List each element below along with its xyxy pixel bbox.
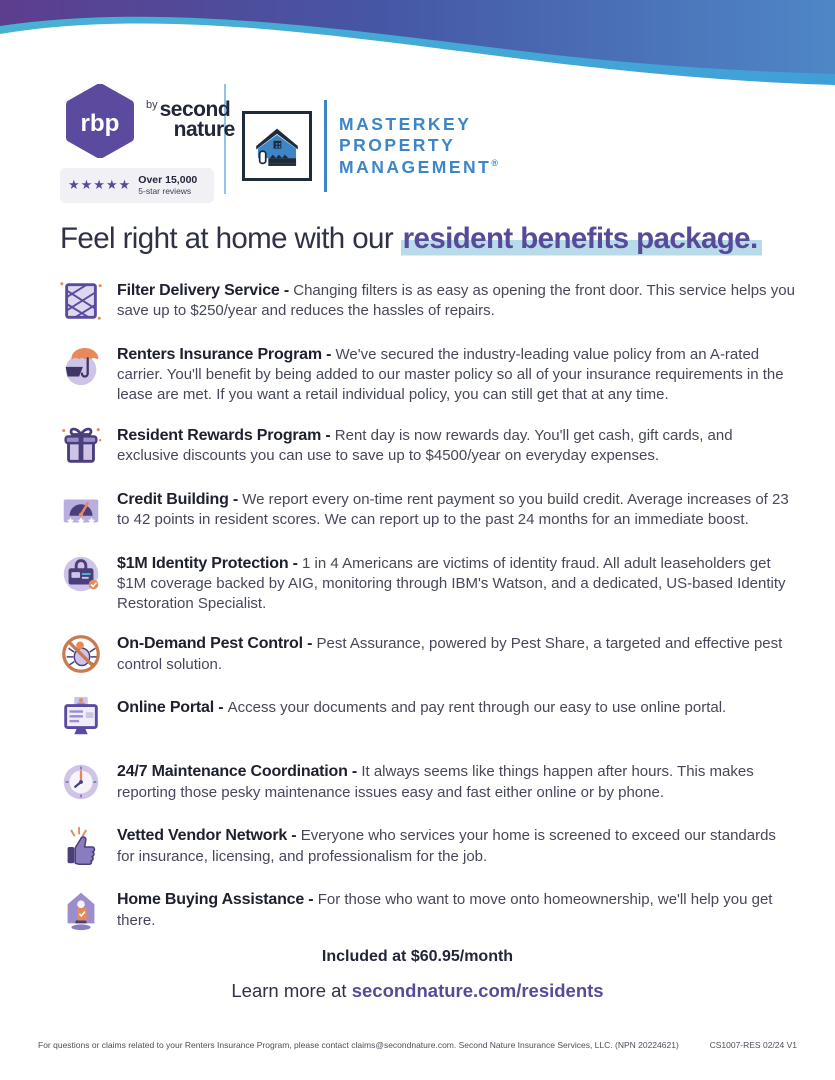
benefit-title: Online Portal - bbox=[117, 699, 228, 717]
benefit-title: Filter Delivery Service - bbox=[117, 282, 294, 299]
header-logos bbox=[60, 84, 498, 203]
benefit-text bbox=[117, 759, 795, 805]
benefit-title: Vetted Vendor Network - bbox=[117, 827, 301, 845]
benefit-text bbox=[117, 342, 795, 405]
masterkey-line1: MASTERKEY bbox=[339, 113, 472, 134]
reviews-count: Over 15,000 bbox=[138, 174, 198, 186]
rbp-logo-block bbox=[60, 84, 235, 203]
fine-print bbox=[38, 1040, 797, 1050]
benefit-description: Pest Assurance, powered by Pest Share, a targeted and effective pest control solution. bbox=[117, 635, 783, 673]
page-title bbox=[60, 222, 800, 256]
benefit-maintenance bbox=[58, 759, 798, 805]
benefit-title: Home Buying Assistance - bbox=[117, 891, 318, 909]
masterkey-logo-block bbox=[242, 100, 498, 192]
residents-link[interactable]: secondnature.com/residents bbox=[351, 980, 604, 1001]
thumbs-up-icon bbox=[58, 823, 104, 869]
benefit-text bbox=[117, 423, 795, 469]
price-line: Included at $60.95/month bbox=[321, 948, 514, 965]
benefit-text bbox=[117, 887, 795, 933]
benefit-text bbox=[117, 551, 795, 614]
title-prefix: Feel right at home with our bbox=[60, 222, 401, 255]
document-code: CS1007-RES 02/24 V1 bbox=[709, 1040, 797, 1050]
byline-by: by bbox=[146, 99, 158, 111]
benefit-vendor-network bbox=[58, 823, 798, 869]
benefit-renters-insurance bbox=[58, 342, 798, 405]
reviews-badge bbox=[60, 168, 214, 203]
brand-second: second bbox=[159, 98, 231, 121]
registered-mark: ® bbox=[491, 157, 498, 168]
masterkey-wordmark bbox=[339, 114, 498, 178]
umbrella-icon bbox=[58, 342, 104, 388]
masterkey-line3: MANAGEMENT® bbox=[339, 156, 498, 177]
no-pest-icon bbox=[58, 631, 104, 677]
benefit-text bbox=[117, 823, 795, 869]
benefit-title: Credit Building - bbox=[117, 490, 243, 508]
five-stars-icon: ★★★★★ bbox=[68, 177, 132, 193]
benefit-online-portal bbox=[58, 695, 798, 741]
masterkey-divider bbox=[324, 100, 327, 192]
credit-gauge-icon bbox=[58, 487, 104, 533]
monitor-icon bbox=[58, 695, 104, 741]
by-second-nature bbox=[146, 100, 235, 140]
masterkey-house-key-icon bbox=[242, 111, 312, 181]
benefit-title: Resident Rewards Program - bbox=[117, 426, 335, 444]
benefit-description: Everyone who services your home is screened to exceed our standards for insurance, licensing, and professionalism for the job. bbox=[117, 827, 776, 865]
benefit-home-buying bbox=[58, 887, 798, 933]
benefit-description: For those who want to move onto homeownership, we'll help you get there. bbox=[117, 891, 773, 929]
benefit-title: 24/7 Maintenance Coordination - bbox=[117, 763, 362, 781]
benefit-title: On-Demand Pest Control - bbox=[117, 635, 317, 653]
benefit-text bbox=[117, 695, 726, 741]
reviews-label: 5-star reviews bbox=[138, 185, 192, 196]
benefit-pest-control bbox=[58, 631, 798, 677]
gift-icon bbox=[58, 423, 104, 469]
benefit-description: Rent day is now rewards day. You'll get cash, gift cards, and exclusive discounts you can use to save up to $4500/year on everyday expenses. bbox=[117, 426, 733, 464]
id-lock-icon bbox=[58, 551, 104, 597]
benefit-description: Changing filters is as easy as opening the front door. This service helps you save up to $250/year and reduces the hassles of repairs. bbox=[117, 282, 795, 320]
benefit-title: $1M Identity Protection - bbox=[117, 554, 303, 572]
masterkey-line2: PROPERTY bbox=[339, 135, 456, 156]
rbp-logo bbox=[62, 84, 138, 158]
learn-more-prefix: Learn more at bbox=[231, 980, 352, 1001]
benefits-list bbox=[58, 278, 798, 951]
benefit-title: Renters Insurance Program - bbox=[117, 346, 336, 363]
benefit-text bbox=[117, 278, 795, 324]
benefit-filter-delivery bbox=[58, 278, 798, 324]
benefit-description: We report every on-time rent payment so you build credit. Average increases of 23 to 42 points in resident scores. We can report up to the past 24 months for an immediate boost. bbox=[117, 490, 789, 528]
fine-print-text: For questions or claims related to your Renters Insurance Program, please contact claims@secondnature.com. Second Nature Insurance Services, LLC. (NPN 20224621) bbox=[38, 1040, 679, 1050]
house-icon bbox=[58, 887, 104, 933]
air-filter-icon bbox=[58, 278, 104, 324]
rbp-badge-icon bbox=[62, 84, 138, 158]
benefit-identity-protection bbox=[58, 551, 798, 614]
benefit-text bbox=[117, 487, 795, 533]
rbp-logo-text: rbp bbox=[80, 109, 120, 137]
benefit-description: It always seems like things happen after hours. This makes reporting those pesky maintenance issues easy and fast either online or by phone. bbox=[117, 763, 754, 801]
benefit-text bbox=[117, 631, 795, 677]
benefit-description: 1 in 4 Americans are victims of identity fraud. All adult leaseholders get $1M coverage backed by AIG, monitoring through IBM's Watson, and a dedicated, US-based Identity Restoration Specialist. bbox=[117, 554, 786, 612]
title-highlight: resident benefits package. bbox=[401, 222, 762, 257]
brand-nature: nature bbox=[173, 118, 235, 141]
benefit-resident-rewards bbox=[58, 423, 798, 469]
benefit-description: Access your documents and pay rent through our easy to use online portal. bbox=[227, 699, 727, 717]
benefit-description: We've secured the industry-leading value policy from an A-rated carrier. You'll benefit by being added to our master policy so all of your insurance requirements in the lease are met. If you want a retail individual policy, you can still get that at any time. bbox=[117, 346, 784, 403]
learn-more-line bbox=[0, 980, 835, 1002]
benefit-credit-building bbox=[58, 487, 798, 533]
clock-icon bbox=[58, 759, 104, 805]
